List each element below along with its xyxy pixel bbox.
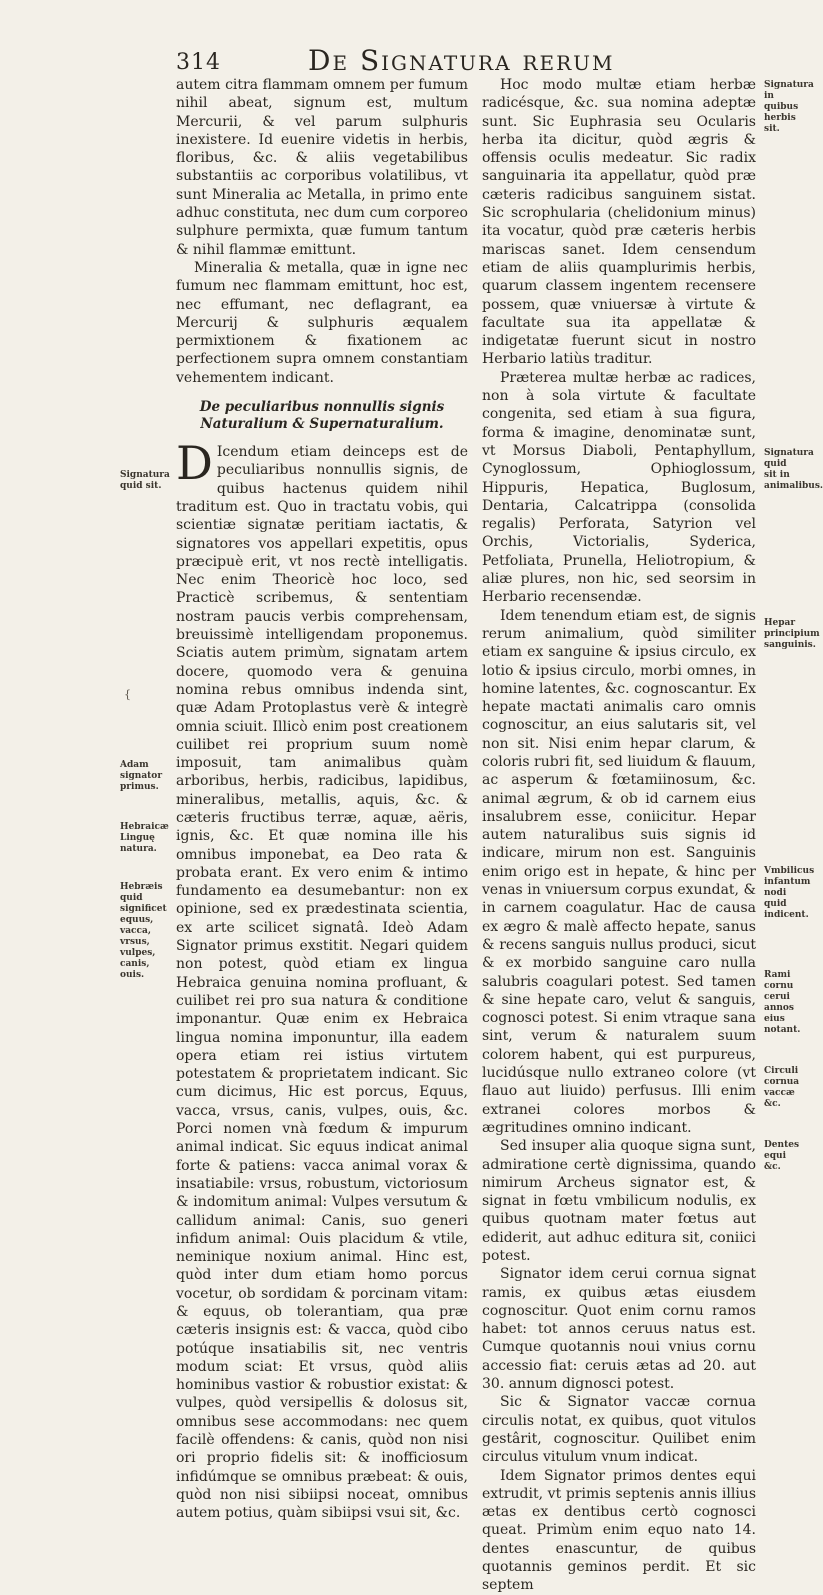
left-paragraph-3 bbox=[176, 436, 468, 1523]
left-paragraph-2: Mineralia & metalla, quæ in igne nec fumum nec flammam emittunt, hoc est, nec effumant, nec deflagrant, ea Mercurij & sulphuris æqualem permixtionem & fixationem ac perfectionem supra omnem constantiam vehementem indicant. bbox=[176, 259, 468, 386]
drop-cap: D bbox=[176, 436, 213, 491]
right-paragraph-7: Idem Signator primos dentes equi extrudit, vt primis septenis annis illius ætas ex dentibus certò cognosci queat. Primùm enim equo nato 14. dentes enascuntur, de quibus quotannis geminos perdit. Et sic septem bbox=[482, 1467, 756, 1594]
right-paragraph-2: Præterea multæ herbæ ac radices, non à sola virtute & facultate congenita, sed etiam à sua figura, forma & imagine, denominatæ sunt, vt Morsus Diaboli, Pentaphyllum, Cynoglossum, Ophioglossum, Hippuris, Hepatica, Buglosum, Dentaria, Calcatrippa (consolida regalis) Perforata, Satyrion vel Orchis, Victorialis, Syderica, Petfoliata, Prunella, Heliotropium, & aliæ plures, non hic, sed seorsim in Herbario recensendæ. bbox=[482, 369, 756, 606]
margin-note-dentes: Dentes equi &c. bbox=[764, 1140, 800, 1172]
margin-note-adam: Adam signator primus. bbox=[120, 760, 163, 792]
page-number: 314 bbox=[176, 50, 221, 75]
margin-note-signatum-animal: Signatura quid sit in animalibus. bbox=[764, 448, 823, 491]
left-paragraph-1: autem citra flammam omnem per fumum nihil abeat, signum est, multum Mercurii, & vel parum sulphuris inexistere. Id euenire videtis in herbis, floribus, &c. & aliis vegetabilibus substantiis ac corporibus volatilibus, vt sunt Mineralia ac Metalla, in primo ente adhuc constituta, nec dum cum corporeo sulphure permixta, quæ fumum tantum & nihil flammæ emittunt. bbox=[176, 77, 468, 258]
right-paragraph-6: Sic & Signator vaccæ cornua circulis notat, ex quibus, quot vitulos gestârit, cognoscitur. Quilibet enim circulus vitulum vnum indicat. bbox=[482, 1394, 756, 1466]
margin-bracket-mark: { bbox=[124, 688, 131, 701]
margin-note-signatura-quid: Signatura quid sit. bbox=[120, 470, 170, 491]
right-column bbox=[482, 76, 756, 1595]
margin-note-hepar: Hepar principium sanguinis. bbox=[764, 618, 820, 650]
right-paragraph-1: Hoc modo multæ etiam herbæ radicésque, &c. sua nomina adeptæ sunt. Sic Euphrasia seu Ocularis herba ita dicitur, quòd ægris & offensis oculis medeatur. Sic radix sanguinaria ita appellatur, quòd præ cæteris radicibus sanguinem sistat. Sic scrophularia (chelidonium minus) ita vocatur, quòd præ cæteris herbis mariscas sanet. Idem censendum etiam de aliis quamplurimis herbis, quarum classem ingentem recensere possem, quæ vniuersæ à virtute & facultate sua ita appellatæ & indigetatæ fuerunt sicut in nostro Herbario latiùs traditur. bbox=[482, 77, 756, 368]
right-paragraph-4: Sed insuper alia quoque signa sunt, admiratione certè dignissima, quando nimirum Archeus signator est, & signat in fœtu vmbilicum nodulis, ex quibus quotnam mater fœtus aut ediderit, aut adhuc editura sit, coniici potest. bbox=[482, 1138, 756, 1264]
left-column bbox=[176, 76, 468, 1523]
running-head: De Signatura rerum bbox=[308, 44, 615, 77]
right-paragraph-3: Idem tenendum etiam est, de signis rerum animalium, quòd similiter etiam ex sanguine & ipsius circulo, ex lotio & ipsius circulo, morbi omnes, in homine latentes, &c. cognoscantur. Ex hepate mactati animalis caro omnis cognoscitur, an eius salutaris sit, vel non sit. Nisi enim hepar clarum, & coloris rubri fit, sed liuidum & flauum, ac asperum & fœtamiinosum, &c. animal ægrum, & ob id carnem eius insalubrem esse, coniicitur. Hepar autem naturalibus suis signis id indicare, mirum non est. Sanguinis enim origo est in hepate, & hinc per venas in vniuersum corpus exundat, & in carnem coagulatur. Hac de causa ex ægro & malè affecto hepate, sanus & recens sanguis nullus produci, sicut & ex morbido sanguine caro nulla salubris coagulari potest. Sed tamen & sine hepate caro, velut & sanguis, cognosci potest. Si enim vtraque sana sint, verum & naturalem suum colorem habent, qui est purpureus, lucidúsque nullo extraneo colore (vt flauo aut liuido) perfusus. Illi enim extranei colores morbos & ægritudines omnino indicant. bbox=[482, 607, 756, 1136]
section-heading: De peculiaribus nonnullis signis Naturalium & Supernaturalium. bbox=[199, 399, 445, 433]
margin-note-vmbilicus: Vmbilicus infantum nodi quid indicent. bbox=[764, 866, 815, 920]
margin-note-rami: Rami cornu cerui annos eius notant. bbox=[764, 970, 801, 1035]
margin-note-hebraicae: Hebraicæ Linguę natura. bbox=[120, 822, 169, 854]
margin-note-signatura-quibus: Signatura in quibus herbis sit. bbox=[764, 80, 814, 134]
margin-note-hebraeis: Hebræis quid significet equus, vacca, vrsus, vulpes, canis, ouis. bbox=[120, 882, 167, 980]
right-paragraph-5: Signator idem cerui cornua signat ramis, ex quibus ætas eiusdem cognoscitur. Quot enim cornu ramos habet: tot annos ceruus natus est. Cumque quotannis noui vnius cornu accessio fiat: ceruis ætas ad 20. aut 30. annum dignosci potest. bbox=[482, 1266, 756, 1393]
margin-note-circuli: Circuli cornua vaccæ &c. bbox=[764, 1066, 800, 1109]
left-paragraph-3-text: Icendum etiam deinceps est de peculiaribus nonnullis signis, de quibus hactenus quidem nihil traditum est. Quo in tractatu vobis, qui scientiæ signatæ peritiam iactatis, & signatores vos appellari expetitis, opus præcipuè erit, vt nos rectè intelligatis. Nec enim Theoricè hoc loco, sed Practicè scribemus, & sententiam nostram paucis verbis comprehensam, breuissimè intelligendam proponemus. Sciatis autem primùm, signatam artem docere, quomodo vera & genuina nomina rebus omnibus indenda sint, quæ Adam Protoplastus verè & integrè omnia sciuit. Illicò enim post creationem cuilibet rei proprium suum nomè imposuit, tam animalibus quàm arboribus, herbis, radicibus, lapidibus, mineralibus, metallis, aquis, &c. & cæteris fructibus terræ, aquæ, aëris, ignis, &c. Et quæ nomina ille his omnibus imponebat, ea Deo rata & probata erant. Ex vero enim & intimo fundamento ea desumebantur: non ex opinione, sed ex prædestinata scientia, ex arte scilicet signatâ. Ideò Adam Signator primus exstitit. Negari quidem non potest, quòd etiam ex lingua Hebraica genuina nomina profluant, & cuilibet rei pro sua natura & conditione imponantur. Quæ enim ex Hebraica lingua nomina imponuntur, illa eadem opera etiam rei istius virtutem potestatem & proprietatem indicant. Sic cum dicimus, Hic est porcus, Equus, vacca, vrsus, canis, vulpes, ouis, &c. Porci nomen vnà fœdum & impurum animal indicat. Sic equus indicat animal forte & patiens: vacca animal vorax & insatiabile: vrsus, robustum, victoriosum & indomitum animal: Vulpes versutum & callidum animal: Canis, suo generi infidum animal: Ouis placidum & vtile, neminique noxium animal. Hinc est, quòd inter dum etiam homo porcus vocetur, ob sordidam & porcinam vitam: & equus, ob tolerantiam, qua præ cæteris insignis est: & vacca, quòd cibo potúque insatiabilis sit, nec ventris modum sciat: Et vrsus, quòd aliis hominibus vastior & robustior existat: & vulpes, quòd versipellis & dolosus sit, omnibus sese accommodans: nec quem facilè offendens: & canis, quòd non nisi ori proprio fidelis sit: & inofficiosum infidúmque se omnibus præbeat: & ouis, quòd non nisi sibiipsi noceat, omnibus autem potius, quàm sibiipsi vsui sit, &c. bbox=[176, 444, 468, 1522]
